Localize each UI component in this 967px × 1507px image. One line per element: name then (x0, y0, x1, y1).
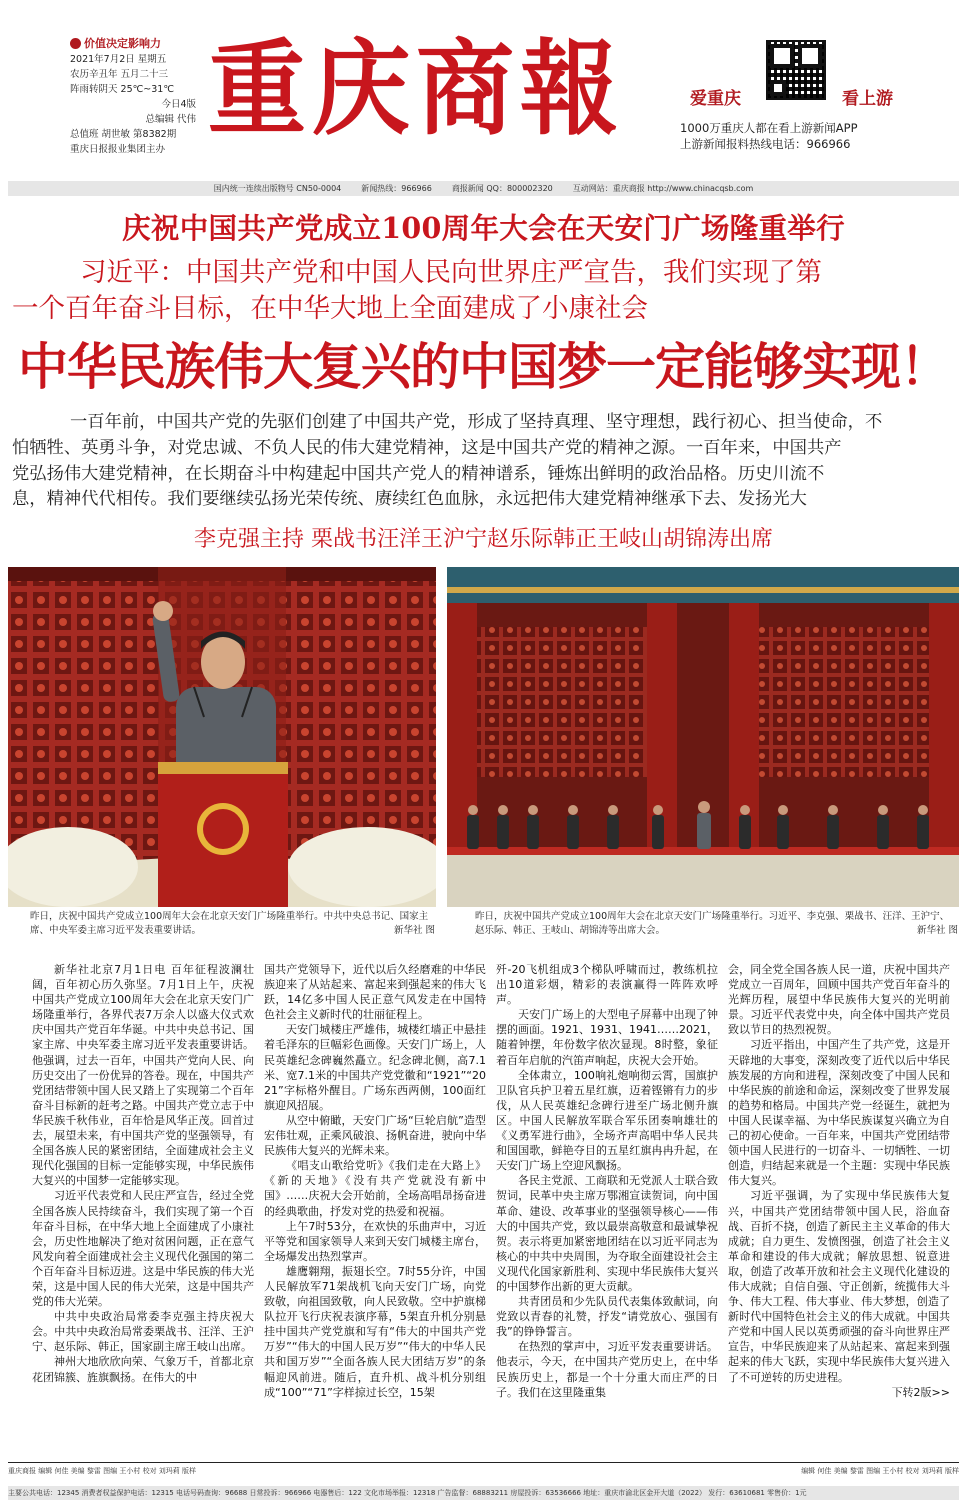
article-paragraph: 在热烈的掌声中，习近平发表重要讲话。他表示，今天，在中国共产党历史上，在中华民族历史上，都是一个十分重大而庄严的日子。我们在这里隆重集 (496, 1340, 718, 1399)
caption-text: 昨日，庆祝中国共产党成立100周年大会在北京天安门广场隆重举行。习近平、李克强、栗战书、汪洋、王沪宁、赵乐际、韩正、王岐山、胡锦涛等出席大会。 (475, 911, 950, 936)
article-paragraph: 中共中央政治局常委李克强主持庆祝大会。中共中央政治局常委栗战书、汪洋、王沪宁、赵乐际、韩正，国家副主席王岐山出席。 (32, 1310, 254, 1354)
kicker-headline: 庆祝中国共产党成立100周年大会在天安门广场隆重举行 (122, 211, 845, 245)
article-column-1 (32, 962, 254, 1459)
slogan-love: 爱重庆 (690, 89, 741, 109)
article-paragraph: 国共产党领导下，近代以后久经磨难的中华民族迎来了从站起来、富起来到强起来的伟大飞跃，14亿多中国人民正意气风发走在中国特色社会主义新时代的壮丽征程上。 (264, 963, 486, 1022)
quote-line: 一百年前，中国共产党的先驱们创建了中国共产党，形成了坚持真理、坚守理想，践行初心、担当使命，不 (70, 412, 883, 432)
page-count: 今日4版 (161, 99, 196, 110)
app-promo: 1000万重庆人都在看上游新闻APP (680, 121, 858, 135)
publication-number: 国内统一连续出版物号 CN50-0004 (213, 184, 342, 193)
deck-line: 一个百年奋斗目标，在中华大地上全面建成了小康社会 (12, 293, 648, 324)
lunar-date: 农历辛丑年 五月二十三 (70, 69, 169, 80)
photo-rostrum (447, 567, 959, 907)
article-column-3 (496, 962, 718, 1459)
article-paragraph: 神州大地欣欣向荣、气象万千，首都北京花团锦簇、旌旗飘扬。在伟大的中 (32, 1355, 254, 1384)
photo-rostrum-illustration (447, 567, 959, 907)
article-paragraph: 各民主党派、工商联和无党派人士联合致贺词，民革中央主席万鄂湘宣读贺词，向中国革命、建设、改革事业的坚强领导核心——伟大的中国共产党，致以最崇高敬意和最诚挚祝贺。表示将更加紧密地团结在以习近平同志为核心的中共中央周围，为夺取全面建设社会主义现代化国家新胜利、实现中华民族伟大复兴的中国梦作出新的更大贡献。 (496, 1174, 718, 1293)
article-paragraph: 习近平代表党和人民庄严宣告，经过全党全国各族人民持续奋斗，我们实现了第一个百年奋斗目标，在中华大地上全面建成了小康社会，历史性地解决了绝对贫困问题，正在意气风发向着全面建成社会主义现代化强国的第二个百年奋斗目标迈进。这是中华民族的伟大光荣，这是中国人民的伟大光荣，这是中国共产党的伟大光荣。 (32, 1189, 254, 1309)
photo-speech-illustration (8, 567, 436, 907)
article-paragraph: 会，同全党全国各族人民一道，庆祝中国共产党成立一百周年，回顾中国共产党百年奋斗的光辉历程，展望中华民族伟大复兴的光明前景。习近平代表党中央，向全体中国共产党员致以节日的热烈祝贺。 (728, 963, 950, 1037)
footer (8, 1462, 959, 1502)
footer-right: 编辑 何佳 美编 黎雷 图编 王小村 校对 刘玛莉 版样 (801, 1467, 959, 1475)
slogan: 价值决定影响力 (70, 36, 210, 51)
caption-text: 昨日，庆祝中国共产党成立100周年大会在北京天安门广场隆重举行。中共中央总书记、国家主席、中央军委主席习近平发表重要讲话。 (30, 911, 429, 936)
article-paragraph: 天安门广场上的大型电子屏幕中出现了钟摆的画面。1921、1931、1941……2021，随着钟摆，年份数字依次显现。8时整，象征着百年启航的汽笛声响起，庆祝大会开始。 (496, 1008, 718, 1067)
quote-line: 息，精神代代相传。我们要继续弘扬光荣传统、赓续红色血脉，永远把伟大建党精神继承下去、发扬光大 (12, 489, 807, 510)
article-paragraph: 上午7时53分，在欢快的乐曲声中，习近平等党和国家领导人来到天安门城楼主席台，全场爆发出热烈掌声。 (264, 1219, 486, 1263)
quote-line: 怕牺牲、英勇斗争，对党忠诚、不负人民的伟大建党精神，这是中国共产党的精神之源。一百年来，中国共产 (12, 437, 842, 458)
main-headline: 中华民族伟大复兴的中国梦一定能够实现！ (18, 337, 949, 396)
deck-headline (12, 255, 957, 327)
photo-caption (475, 910, 958, 938)
article-paragraph: 天安门城楼庄严雄伟，城楼红墙正中悬挂着毛泽东的巨幅彩色画像。天安门广场上，人民英雄纪念碑巍然矗立。纪念碑北侧，高7.1米、宽7.1米的中国共产党党徽和“1921”“2021”字标格外醒目。广场东西两侧，100面红旗迎风招展。 (264, 1023, 486, 1112)
article-paragraph: 歼-20飞机组成3个梯队呼啸而过，教练机拉出10道彩烟，精彩的表演赢得一阵阵欢呼声。 (496, 963, 718, 1007)
news-hotline: 新闻热线：966966 (361, 184, 432, 193)
quote-line: 党弘扬伟大建党精神，在长期奋斗中构建起中国共产党人的精神谱系，锤炼出鲜明的政治品格。历史川流不 (12, 463, 825, 484)
article-paragraph: 从空中俯瞰，天安门广场“巨轮启航”造型宏伟壮观，正乘风破浪、扬帆奋进，驶向中华民族伟大复兴的光辉未来。 (264, 1113, 486, 1158)
speech-quote (12, 410, 957, 513)
deck-line: 习近平：中国共产党和中国人民向世界庄严宣告，我们实现了第 (80, 257, 822, 288)
news-qq: 商报新闻 QQ：800002320 (451, 184, 553, 193)
issue-number: 总值班 胡世敏 第8382期 (70, 129, 177, 140)
article-paragraph: 全体肃立，100响礼炮响彻云霄，国旗护卫队官兵护卫着五星红旗，迈着铿锵有力的步伐，从人民英雄纪念碑行进至广场北侧升旗区。中国人民解放军联合军乐团奏响雄壮的《义勇军进行曲》，全场齐声高唱中华人民共和国国歌，鲜艳夺目的五星红旗冉冉升起，在天安门广场上空迎风飘扬。 (496, 1068, 718, 1173)
article-paragraph: 习近平强调，为了实现中华民族伟大复兴，中国共产党团结带领中国人民，浴血奋战、百折不挠，创造了新民主主义革命的伟大成就；自力更生、发愤图强，创造了社会主义革命和建设的伟大成就；解放思想、锐意进取，创造了改革开放和社会主义现代化建设的伟大成就；自信自强、守正创新，统揽伟大斗争、伟大工程、伟大事业、伟大梦想，创造了新时代中国特色社会主义的伟大成就。中国共产党和中国人民以英勇顽强的奋斗向世界庄严宣告，中华民族迎来了从站起来、富起来到强起来的伟大飞跃，实现中华民族伟大复兴进入了不可逆转的历史进程。 (728, 1189, 950, 1384)
continued-link[interactable]: 下转2版>> (891, 1385, 950, 1399)
masthead (0, 0, 967, 178)
article-paragraph: 共青团员和少先队员代表集体致献词，向党致以青春的礼赞，抒发“请党放心、强国有我”的铮铮誓言。 (496, 1295, 718, 1339)
photo-speech (8, 567, 436, 907)
footer-left: 重庆商报 编辑 何佳 美编 黎雷 图编 王小村 校对 刘玛莉 版样 (8, 1467, 197, 1475)
photo-caption (30, 910, 435, 938)
attendees-subhead: 李克强主持 栗战书汪洋王沪宁赵乐际韩正王岐山胡锦涛出席 (194, 527, 773, 552)
article-paragraph: 雄鹰翱翔，振翅长空。7时55分许，中国人民解放军71架战机飞向天安门广场，向党致敬，向祖国致敬，向人民致敬。空中护旗梯队拉开飞行庆祝表演序幕，5架直升机分别悬挂中国共产党党旗和写有“伟大的中国共产党万岁”“伟大的中国人民万岁”“伟大的中华人民共和国万岁”“全面各族人民大团结万岁”的条幅迎风前进。随后，直升机、战斗机分别组成“100”“71”字样掠过长空，15架 (264, 1264, 486, 1399)
issue-date: 2021年7月2日 星期五 (70, 54, 167, 65)
article-paragraph: 习近平指出，中国产生了共产党，这是开天辟地的大事变，深刻改变了近代以后中华民族发展的方向和进程，深刻改变了中国人民和中华民族的前途和命运，深刻改变了世界发展的趋势和格局。中国共产党一经诞生，就把为中国人民谋幸福、为中华民族谋复兴确立为自己的初心使命。一百年来，中国共产党团结带领中国人民进行的一切奋斗、一切牺牲、一切创造，归结起来就是一个主题：实现中华民族伟大复兴。 (728, 1038, 950, 1188)
article-paragraph: 《唱支山歌给党听》《我们走在大路上》《新的天地》《没有共产党就没有新中国》……庆祝大会开始前，全场高唱昂扬奋进的经典歌曲，抒发对党的热爱和祝福。 (264, 1159, 486, 1218)
photo-credit: 新华社 图 (393, 925, 435, 936)
info-bar (8, 181, 959, 196)
article-column-2 (264, 962, 486, 1459)
weather: 阵雨转阴天 25℃~31℃ (70, 84, 174, 95)
newspaper-title: 重庆商報 (208, 29, 625, 150)
hotline: 上游新闻报料热线电话：966966 (680, 137, 851, 151)
slogan-see: 看上游 (842, 89, 893, 109)
website[interactable]: 互动网站：重庆商报 http://www.chinacqsb.com (572, 184, 754, 193)
article-body (32, 962, 958, 1459)
qr-code-icon[interactable] (766, 40, 826, 100)
chief-editor: 总编辑 代伟 (145, 114, 196, 125)
photo-credit: 新华社 图 (916, 925, 958, 936)
article-column-4 (728, 962, 950, 1459)
footer-credits (8, 1466, 959, 1476)
masthead-info (70, 36, 210, 157)
article-paragraph: 新华社北京7月1日电 百年征程波澜壮阔，百年初心历久弥坚。7月1日上午，庆祝中国共产党成立100周年大会在北京天安门广场隆重举行，各界代表7万余人以盛大仪式欢庆中国共产党百年华诞。中共中央总书记、国家主席、中央军委主席习近平发表重要讲话。他强调，过去一百年，中国共产党向人民、向历史交出了一份优异的答卷。现在，中国共产党团结带领中国人民又踏上了实现第二个百年奋斗目标新的赶考之路。中国共产党立志于中华民族千秋伟业，百年恰是风华正茂。回首过去，展望未来，有中国共产党的坚强领导，有全国各族人民的紧密团结，全面建成社会主义现代化强国的目标一定能够实现，中华民族伟大复兴的中国梦一定能够实现。 (32, 963, 254, 1188)
slogan-dot-icon (70, 38, 81, 49)
publisher: 重庆日报报业集团主办 (70, 144, 166, 155)
footer-phones: 主要公共电话：12345 消费者权益保护电话：12315 电话号码查询：96688 日常投诉：966966 电器售后：122 文化市场举报：12318 广告监督：68883211 房屋投诉：63536666 地址：重庆市渝北区金开大道（2022） 发行：63610681 零售价：1元 (8, 1486, 959, 1500)
